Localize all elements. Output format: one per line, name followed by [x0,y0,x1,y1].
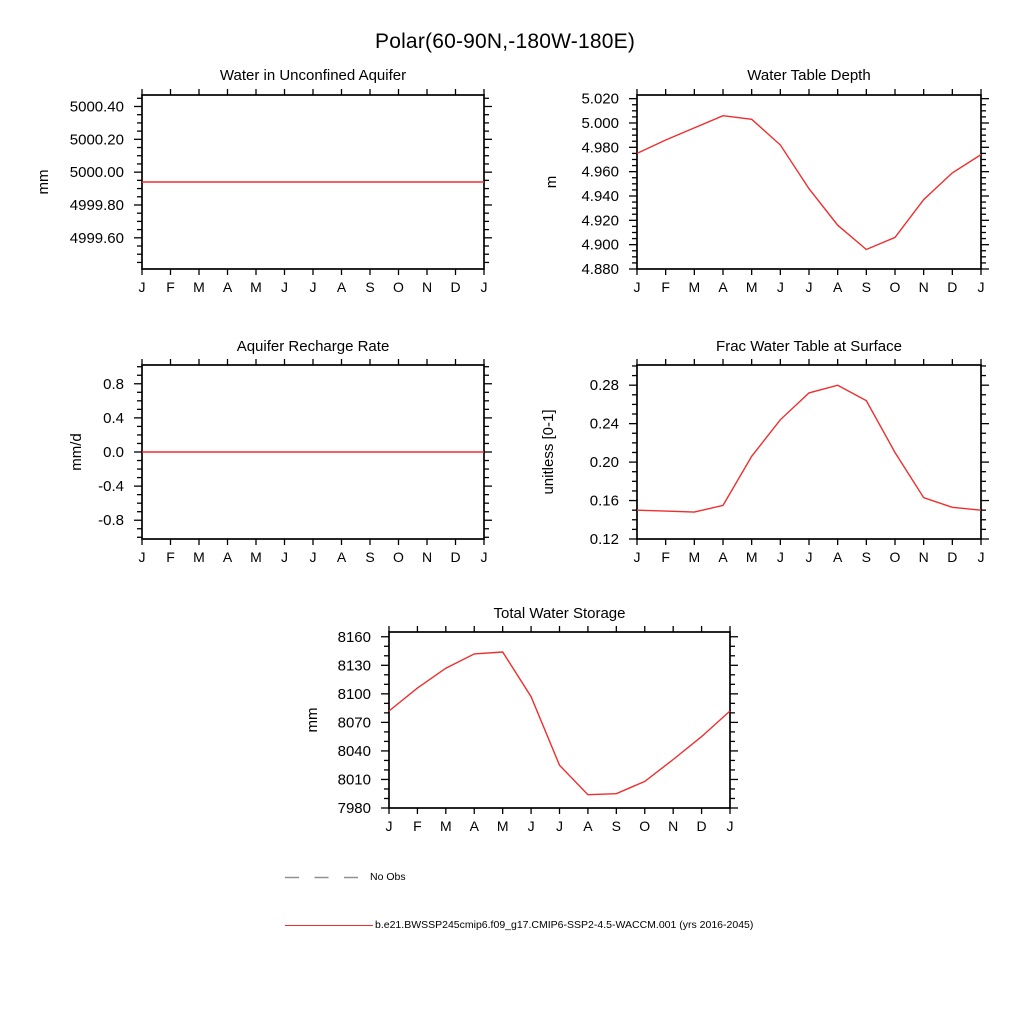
x-tick-label: D [947,279,958,295]
x-tick-label: J [385,818,393,834]
panel-title-aquifer-recharge-rate: Aquifer Recharge Rate [236,338,390,355]
y-axis-label-frac-water-table-at-surface: unitless [0-1] [540,409,557,495]
panel-title-water-table-depth: Water Table Depth [747,67,871,84]
y-tick-label: -0.4 [98,478,124,496]
y-axis-label-water-in-unconfined-aquifer: mm [35,169,52,195]
x-tick-label: D [450,549,461,565]
x-tick-label: J [633,549,641,565]
y-tick-label: 5000.40 [69,98,124,116]
x-tick-label: A [832,279,843,295]
series-line-water-table-depth [637,116,981,250]
panel-total-water-storage [338,626,738,834]
x-tick-label: O [639,818,651,834]
x-tick-label: M [250,279,262,295]
x-tick-label: N [668,818,679,834]
x-tick-label: M [193,279,205,295]
x-tick-label: M [250,549,262,565]
y-tick-label: 8070 [337,714,371,732]
x-tick-label: O [889,549,901,565]
y-tick-label: 0.8 [103,375,124,393]
x-tick-label: J [805,279,813,295]
panel-title-frac-water-table-at-surface: Frac Water Table at Surface [716,338,902,355]
x-tick-label: O [393,279,404,295]
x-tick-label: A [336,549,347,565]
y-axis-label-aquifer-recharge-rate: mm/d [68,433,85,471]
x-tick-label: M [496,818,509,834]
x-tick-label: A [718,549,728,565]
x-tick-label: J [977,279,985,295]
x-tick-label: N [918,279,929,295]
x-tick-label: A [336,279,347,295]
x-tick-label: J [726,818,734,834]
y-tick-label: 8100 [337,685,371,703]
x-tick-label: J [480,279,488,295]
x-tick-label: O [393,549,404,565]
x-tick-label: J [776,549,784,565]
x-tick-label: A [583,818,593,834]
series-line-total-water-storage [389,652,730,795]
x-tick-label: A [832,549,843,565]
x-tick-label: J [633,279,641,295]
y-tick-label: 8040 [337,742,371,760]
y-tick-label: 8010 [337,771,371,789]
x-tick-label: S [611,818,622,834]
x-tick-label: A [718,279,728,295]
x-tick-label: S [861,549,872,565]
x-tick-label: N [421,549,433,565]
x-tick-label: F [166,279,175,295]
x-tick-label: J [281,549,288,565]
y-tick-label: 0.16 [589,492,619,510]
panel-title-water-in-unconfined-aquifer: Water in Unconfined Aquifer [219,67,407,84]
x-tick-label: D [450,279,461,295]
y-tick-label: 5000.00 [69,164,124,182]
panel-water-in-unconfined-aquifer [70,89,492,295]
x-tick-label: J [776,279,784,295]
x-tick-label: D [696,818,707,834]
x-tick-label: J [556,818,563,834]
x-tick-label: J [138,549,146,565]
x-tick-label: M [688,549,701,565]
x-tick-label: D [947,549,958,565]
panel-water-table-depth [581,89,989,295]
y-tick-label: 4.880 [581,261,619,278]
y-tick-label: 5.020 [581,90,619,108]
y-tick-label: 4.900 [581,236,619,254]
x-tick-label: A [222,549,233,565]
legend-model-line [284,920,376,931]
y-tick-label: 4.960 [581,163,619,181]
y-tick-label: 5000.20 [69,131,124,149]
x-tick-label: J [309,279,317,295]
x-tick-label: J [309,549,317,565]
x-tick-label: J [281,279,288,295]
plot-frame [637,95,981,269]
panel-frac-water-table-at-surface [590,359,989,565]
x-tick-label: F [661,549,670,565]
y-tick-label: 4.980 [581,139,619,157]
panel-aquifer-recharge-rate [98,359,492,565]
y-axis-label-total-water-storage: mm [304,707,321,733]
x-tick-label: J [138,279,146,295]
x-tick-label: M [439,818,452,834]
x-tick-label: M [745,549,758,565]
x-tick-label: S [365,549,375,565]
legend-no-obs-label: No Obs [370,871,406,883]
y-tick-label: 8130 [337,657,371,675]
legend-model-label: b.e21.BWSSP245cmip6.f09_g17.CMIP6-SSP2-4.5-WACCM.001 (yrs 2016-2045) [375,919,754,931]
y-tick-label: 0.20 [589,454,619,472]
x-tick-label: J [480,549,488,565]
x-tick-label: F [661,279,670,295]
panel-title-total-water-storage: Total Water Storage [493,605,626,622]
legend-no-obs-line [284,872,362,883]
y-tick-label: 0.24 [589,415,619,433]
y-tick-label: 4999.60 [69,229,124,247]
x-tick-label: M [193,549,205,565]
x-tick-label: S [365,279,375,295]
y-tick-label: 4.920 [581,212,619,230]
y-tick-label: 0.0 [103,444,124,461]
x-tick-label: J [805,549,813,565]
x-tick-label: A [469,818,479,834]
y-tick-label: 0.4 [103,409,124,427]
x-tick-label: A [222,279,233,295]
x-tick-label: J [977,549,985,565]
y-tick-label: -0.8 [98,512,124,530]
x-tick-label: F [413,818,422,834]
y-tick-label: 4999.80 [69,196,124,214]
plot-frame [637,365,981,539]
x-tick-label: N [918,549,929,565]
y-tick-label: 7980 [337,800,371,817]
x-tick-label: M [688,279,701,295]
x-tick-label: M [745,279,758,295]
x-tick-label: N [421,279,433,295]
y-tick-label: 0.12 [589,531,619,548]
x-tick-label: F [166,549,175,565]
x-tick-label: O [889,279,901,295]
y-tick-label: 4.940 [581,187,619,205]
x-tick-label: J [527,818,535,834]
series-line-frac-water-table-at-surface [637,385,981,512]
y-tick-label: 5.000 [581,114,619,132]
figure-title: Polar(60-90N,-180W-180E) [374,30,636,53]
y-tick-label: 0.28 [589,377,619,395]
y-tick-label: 8160 [337,628,371,646]
x-tick-label: S [861,279,872,295]
y-axis-label-water-table-depth: m [543,175,560,189]
plot-frame [389,632,730,808]
